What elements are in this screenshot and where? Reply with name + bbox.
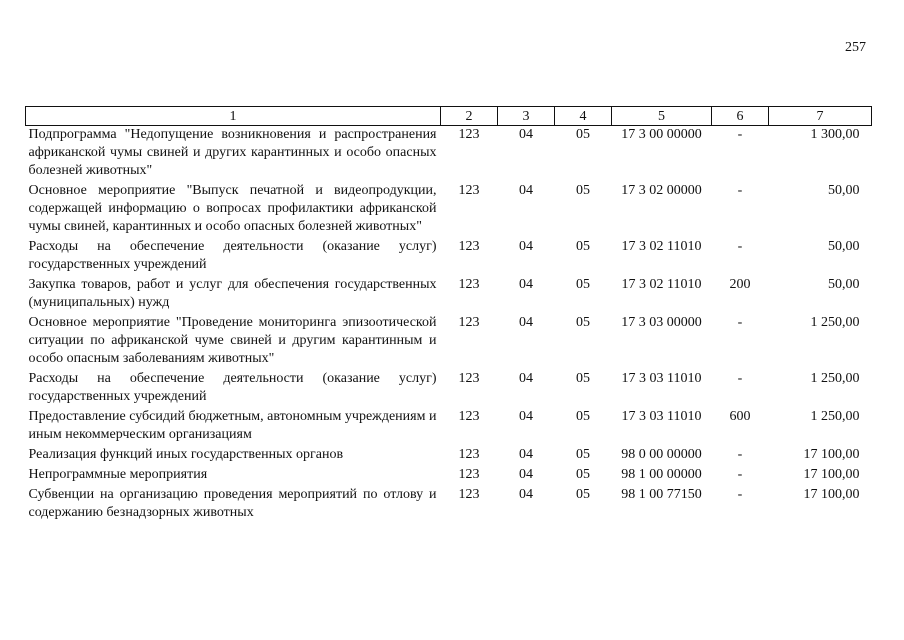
code-cell: 123 xyxy=(458,371,480,386)
section-cell: 04 xyxy=(519,315,533,330)
subsection-cell: 05 xyxy=(576,183,590,198)
item-name: Предоставление субсидий бюджетным, автономным учреждениям и иным некоммерческим организациям xyxy=(28,409,437,442)
target-article-cell: 17 3 02 00000 xyxy=(621,183,702,198)
subsection-cell: 05 xyxy=(576,447,590,462)
section-cell: 04 xyxy=(519,467,533,482)
code-cell: 123 xyxy=(458,487,480,502)
subsection-cell: 05 xyxy=(576,315,590,330)
amount-cell: 50,00 xyxy=(828,239,860,254)
expense-type-cell: - xyxy=(737,447,743,462)
item-name: Расходы на обеспечение деятельности (оказание услуг) государственных учреждений xyxy=(28,239,437,272)
expense-type-cell: - xyxy=(737,239,743,254)
expense-type-cell: 600 xyxy=(729,409,751,424)
target-article-cell: 98 1 00 77150 xyxy=(621,487,702,502)
amount-cell: 1 250,00 xyxy=(810,315,860,330)
item-name: Непрограммные мероприятия xyxy=(28,467,208,482)
target-article-cell: 17 3 00 00000 xyxy=(621,127,702,142)
code-cell: 123 xyxy=(458,409,480,424)
subsection-cell: 05 xyxy=(576,371,590,386)
subsection-cell: 05 xyxy=(576,277,590,292)
item-name: Подпрограмма "Недопущение возникновения и распространения африканской чумы свиней и других карантинных и особо опасных болезней животных" xyxy=(28,127,437,178)
header-cell: 1 xyxy=(26,107,441,126)
target-article-cell: 98 0 00 00000 xyxy=(621,447,702,462)
target-article-cell: 17 3 02 11010 xyxy=(621,239,702,254)
subsection-cell: 05 xyxy=(576,467,590,482)
header-cell: 4 xyxy=(555,107,612,126)
section-cell: 04 xyxy=(519,239,533,254)
amount-cell: 17 100,00 xyxy=(803,487,860,502)
code-cell: 123 xyxy=(458,277,480,292)
header-cell: 5 xyxy=(612,107,712,126)
code-cell: 123 xyxy=(458,239,480,254)
header-row xyxy=(26,107,872,126)
page-number: 257 xyxy=(845,40,866,55)
subsection-cell: 05 xyxy=(576,127,590,142)
table-row xyxy=(26,314,872,370)
section-cell: 04 xyxy=(519,447,533,462)
table-row xyxy=(26,126,872,183)
item-name: Субвенции на организацию проведения мероприятий по отлову и содержанию безнадзорных животных xyxy=(28,487,437,520)
amount-cell: 1 250,00 xyxy=(810,409,860,424)
table-row xyxy=(26,466,872,486)
amount-cell: 50,00 xyxy=(828,183,860,198)
code-cell: 123 xyxy=(458,315,480,330)
target-article-cell: 17 3 03 11010 xyxy=(621,371,702,386)
header-cell: 3 xyxy=(498,107,555,126)
section-cell: 04 xyxy=(519,127,533,142)
subsection-cell: 05 xyxy=(576,487,590,502)
expense-type-cell: - xyxy=(737,183,743,198)
header-cell: 7 xyxy=(769,107,872,126)
code-cell: 123 xyxy=(458,447,480,462)
item-name: Закупка товаров, работ и услуг для обеспечения государственных (муниципальных) нужд xyxy=(28,277,437,310)
table-row xyxy=(26,238,872,276)
budget-table xyxy=(25,106,872,524)
code-cell: 123 xyxy=(458,467,480,482)
amount-cell: 50,00 xyxy=(828,277,860,292)
expense-type-cell: - xyxy=(737,371,743,386)
subsection-cell: 05 xyxy=(576,239,590,254)
header-cell: 2 xyxy=(441,107,498,126)
table-row xyxy=(26,486,872,524)
header-cell: 6 xyxy=(712,107,769,126)
expense-type-cell: - xyxy=(737,487,743,502)
code-cell: 123 xyxy=(458,127,480,142)
amount-cell: 17 100,00 xyxy=(803,467,860,482)
table-row xyxy=(26,370,872,408)
section-cell: 04 xyxy=(519,487,533,502)
item-name: Основное мероприятие "Проведение мониторинга эпизоотической ситуации по африканской чуме свиней и другим карантинным и особо опасным заболеваниям животных" xyxy=(28,315,437,366)
item-name: Основное мероприятие "Выпуск печатной и видеопродукции, содержащей информацию о вопросах профилактики африканской чумы свиней, карантинных и особо опасных болезней животных" xyxy=(28,183,437,234)
expense-type-cell: - xyxy=(737,467,743,482)
expense-type-cell: - xyxy=(737,315,743,330)
section-cell: 04 xyxy=(519,183,533,198)
target-article-cell: 17 3 03 00000 xyxy=(621,315,702,330)
amount-cell: 1 250,00 xyxy=(810,371,860,386)
table-row xyxy=(26,182,872,238)
amount-cell: 17 100,00 xyxy=(803,447,860,462)
target-article-cell: 17 3 02 11010 xyxy=(621,277,702,292)
section-cell: 04 xyxy=(519,277,533,292)
target-article-cell: 17 3 03 11010 xyxy=(621,409,702,424)
target-article-cell: 98 1 00 00000 xyxy=(621,467,702,482)
subsection-cell: 05 xyxy=(576,409,590,424)
expense-type-cell: 200 xyxy=(729,277,751,292)
table-row xyxy=(26,276,872,314)
item-name: Реализация функций иных государственных органов xyxy=(28,447,344,462)
section-cell: 04 xyxy=(519,371,533,386)
table-row xyxy=(26,446,872,466)
amount-cell: 1 300,00 xyxy=(810,127,860,142)
code-cell: 123 xyxy=(458,183,480,198)
table-row xyxy=(26,408,872,446)
item-name: Расходы на обеспечение деятельности (оказание услуг) государственных учреждений xyxy=(28,371,437,404)
expense-type-cell: - xyxy=(737,127,743,142)
section-cell: 04 xyxy=(519,409,533,424)
